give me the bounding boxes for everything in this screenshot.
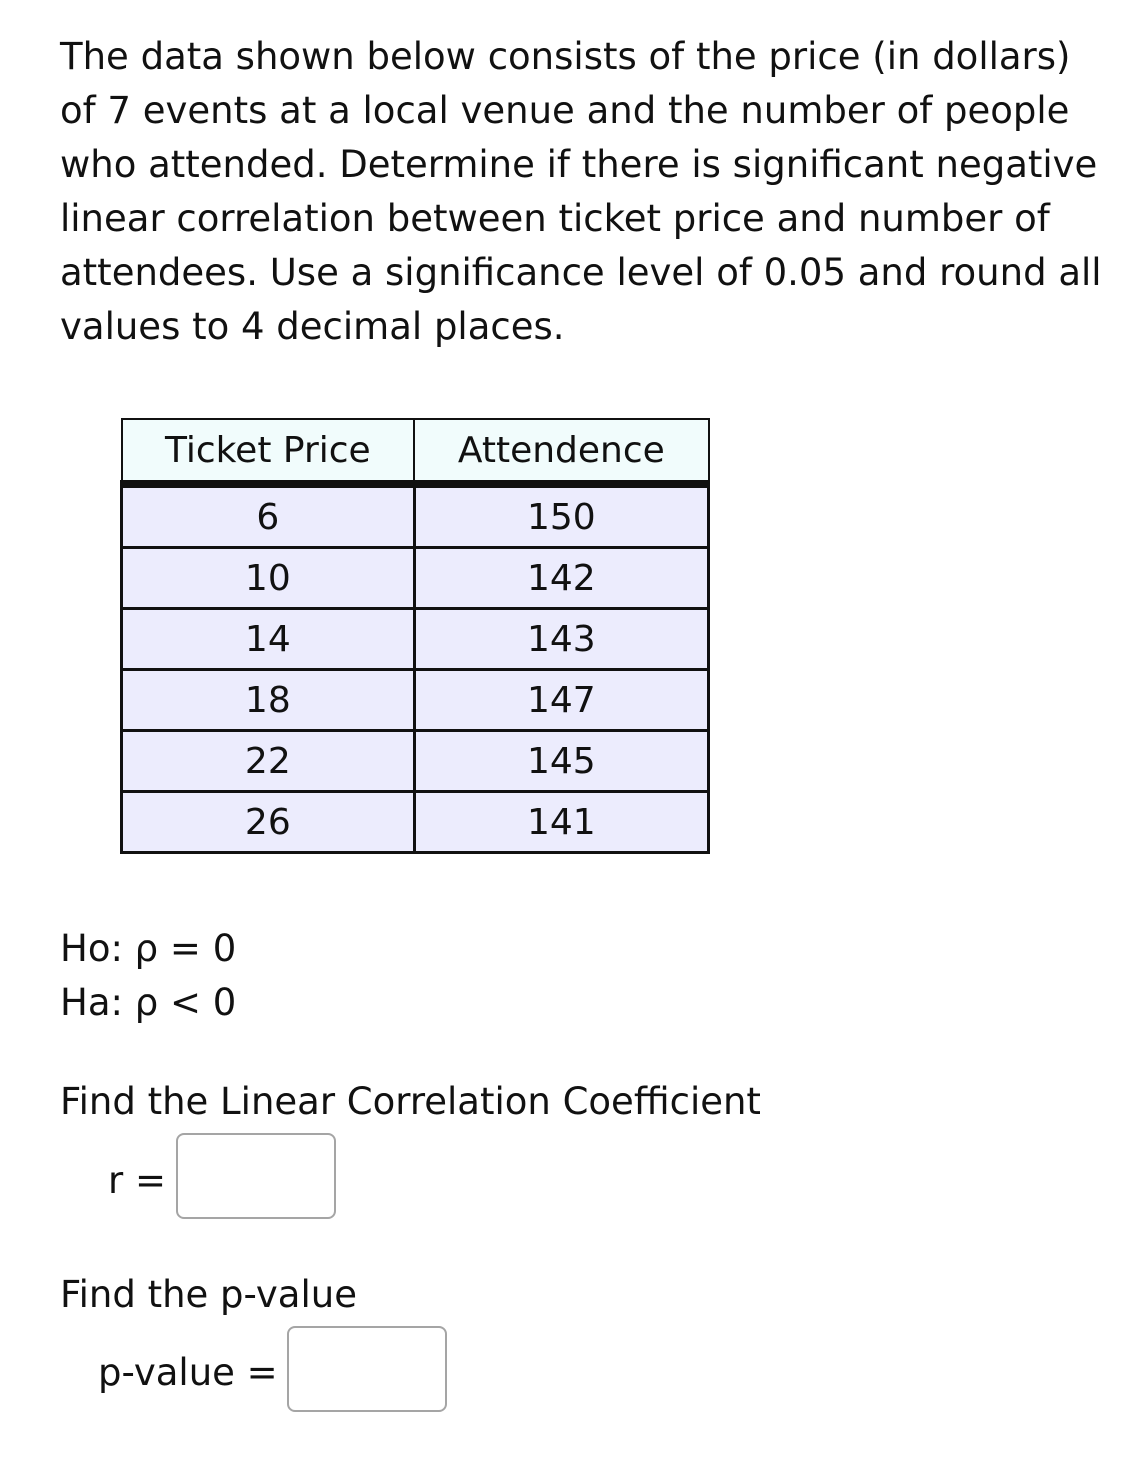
table-row: [122, 792, 709, 853]
cell-ticket-price: 22: [122, 731, 415, 792]
table-row: [122, 670, 709, 731]
cell-attendance: 150: [414, 484, 708, 548]
cell-attendance: 145: [414, 731, 708, 792]
p-value-input[interactable]: [287, 1326, 447, 1412]
null-hypothesis: Ho: ρ = 0: [60, 927, 237, 970]
table-row: [122, 609, 709, 670]
cell-attendance: 142: [414, 548, 708, 609]
cell-attendance: 147: [414, 670, 708, 731]
cell-ticket-price: 26: [122, 792, 415, 853]
table-header-row: [122, 419, 709, 484]
p-value-label: p-value =: [98, 1351, 278, 1394]
r-label: r =: [108, 1159, 166, 1202]
correlation-prompt: Find the Linear Correlation Coefficient: [60, 1080, 761, 1123]
table-row: [122, 731, 709, 792]
cell-attendance: 143: [414, 609, 708, 670]
table-row: [122, 548, 709, 609]
question-text: The data shown below consists of the price (in dollars) of 7 events at a local venue and the number of people who attended. Determine if there is significant negative linear correlation between ticket price and number of attendees. Use a significance level of 0.05 and round all values to 4 decimal places.: [60, 35, 1102, 348]
alternative-hypothesis: Ha: ρ < 0: [60, 981, 237, 1024]
header-attendance: Attendence: [414, 419, 708, 484]
cell-ticket-price: 6: [122, 484, 415, 548]
p-value-prompt: Find the p-value: [60, 1273, 357, 1316]
cell-ticket-price: 10: [122, 548, 415, 609]
cell-ticket-price: 14: [122, 609, 415, 670]
data-table: [120, 418, 710, 854]
cell-attendance: 141: [414, 792, 708, 853]
header-ticket-price: Ticket Price: [122, 419, 415, 484]
cell-ticket-price: 18: [122, 670, 415, 731]
r-input[interactable]: [176, 1133, 336, 1219]
table-row: [122, 484, 709, 548]
